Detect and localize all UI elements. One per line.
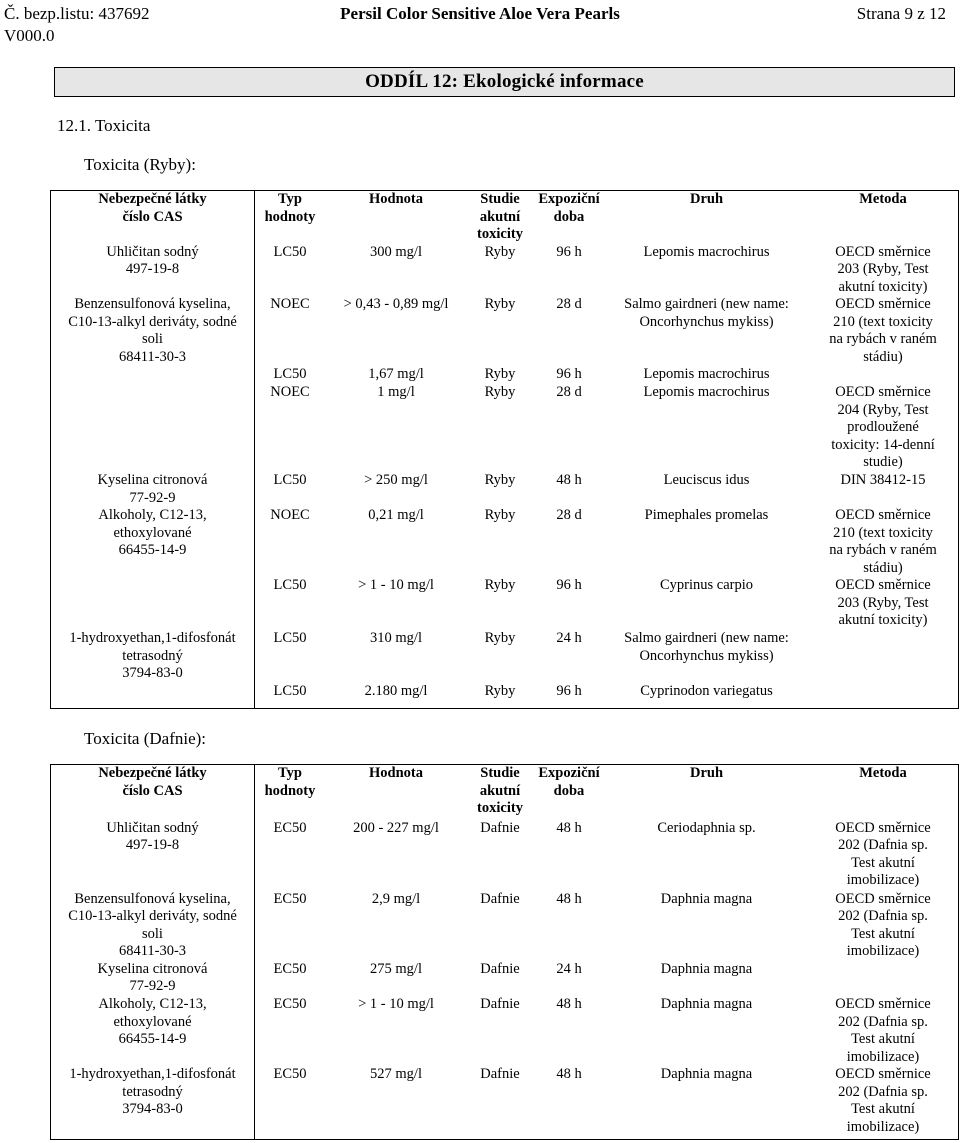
substance-cell <box>51 683 255 709</box>
header-type: Typ hodnoty <box>264 765 316 799</box>
species-cell: Daphnia magna <box>660 890 753 907</box>
type-cell: LC50 <box>273 682 307 699</box>
version: V000.0 <box>4 26 55 45</box>
header-species: Druh <box>689 191 724 207</box>
table-row <box>51 996 959 1066</box>
section-heading-box <box>54 67 955 97</box>
type-cell: NOEC <box>270 296 310 312</box>
type-cell: EC50 <box>273 996 307 1013</box>
exposure-cell: 96 h <box>556 243 582 260</box>
substance-cell <box>51 384 255 472</box>
header-type: Typ hodnoty <box>264 191 316 225</box>
table-row <box>51 1066 959 1139</box>
fish-toxicity-table <box>50 190 959 709</box>
substance-cell: Benzensulfonová kyselina, C10-13-alkyl deriváty, sodné soli 68411-30-3 <box>51 891 255 961</box>
study-cell: Dafnie <box>480 890 520 907</box>
species-cell: Salmo gairdneri (new name: Oncorhynchus mykiss) <box>624 630 789 664</box>
section-title: ODDÍL 12: Ekologické informace <box>365 71 644 92</box>
sheet-number: Č. bezp.listu: 437692 <box>4 4 150 23</box>
species-cell: Salmo gairdneri (new name: Oncorhynchus mykiss) <box>624 296 789 330</box>
method-cell: OECD směrnice 204 (Ryby, Test prodloužené toxicity: 14-denní studie) <box>831 384 935 470</box>
species-cell: Daphnia magna <box>660 1066 753 1083</box>
species-cell: Lepomis macrochirus <box>643 243 770 260</box>
value-cell: 527 mg/l <box>370 1066 422 1083</box>
species-cell: Lepomis macrochirus <box>643 366 770 382</box>
species-cell: Cyprinodon variegatus <box>640 682 773 699</box>
study-cell: Ryby <box>484 577 516 593</box>
method-cell: OECD směrnice 210 (text toxicity na rybách v raném stádiu) <box>829 507 937 576</box>
method-cell: OECD směrnice 203 (Ryby, Test akutní toxicity) <box>835 243 931 295</box>
species-cell: Daphnia magna <box>660 960 753 977</box>
value-cell: 2,9 mg/l <box>371 890 421 907</box>
method-cell: OECD směrnice 202 (Dafnia sp. Test akutní imobilizace) <box>835 1066 931 1135</box>
type-cell: LC50 <box>273 630 307 646</box>
study-cell: Ryby <box>484 630 516 646</box>
substance-cell: Alkoholy, C12-13, ethoxylované 66455-14-9 <box>51 507 255 577</box>
method-cell <box>808 630 959 683</box>
exposure-cell: 24 h <box>556 960 582 977</box>
value-cell: > 1 - 10 mg/l <box>358 996 434 1013</box>
table-row <box>51 683 959 709</box>
substance-cell: 1-hydroxyethan,1-difosfonát tetrasodný 3794-83-0 <box>51 630 255 683</box>
value-cell: > 0,43 - 0,89 mg/l <box>343 296 449 312</box>
type-cell: EC50 <box>273 819 307 836</box>
exposure-cell: 48 h <box>556 819 582 836</box>
value-cell: 275 mg/l <box>370 960 422 977</box>
study-cell: Ryby <box>484 366 516 382</box>
header-species: Druh <box>689 765 724 781</box>
daphnia-toxicity-table <box>50 764 959 1140</box>
header-method: Metoda <box>859 765 907 781</box>
exposure-cell: 48 h <box>556 890 582 907</box>
type-cell: LC50 <box>273 577 307 593</box>
table-row <box>51 244 959 297</box>
value-cell: 310 mg/l <box>370 630 422 646</box>
study-cell: Dafnie <box>480 1066 520 1083</box>
exposure-cell: 28 d <box>556 507 582 523</box>
study-cell: Ryby <box>484 384 516 400</box>
substance-cell: Kyselina citronová 77-92-9 <box>51 472 255 507</box>
value-cell: 2.180 mg/l <box>364 682 428 699</box>
fish-toxicity-title: Toxicita (Ryby): <box>84 155 196 174</box>
table-row <box>51 296 959 366</box>
method-cell: OECD směrnice 203 (Ryby, Test akutní toxicity) <box>835 577 931 628</box>
table-row <box>51 507 959 577</box>
study-cell: Ryby <box>484 507 516 523</box>
type-cell: NOEC <box>270 507 310 523</box>
substance-cell: Uhličitan sodný 497-19-8 <box>51 820 255 891</box>
exposure-cell: 96 h <box>556 366 582 382</box>
value-cell: 300 mg/l <box>370 243 422 260</box>
type-cell: EC50 <box>273 1066 307 1083</box>
value-cell: > 250 mg/l <box>364 472 428 488</box>
study-cell: Ryby <box>484 472 516 488</box>
substance-cell: Alkoholy, C12-13, ethoxylované 66455-14-9 <box>51 996 255 1066</box>
species-cell: Lepomis macrochirus <box>643 384 770 400</box>
study-cell: Dafnie <box>480 996 520 1013</box>
value-cell: 200 - 227 mg/l <box>353 819 439 836</box>
value-cell: 1,67 mg/l <box>368 366 424 382</box>
study-cell: Ryby <box>484 243 516 260</box>
study-cell: Ryby <box>484 296 516 312</box>
substance-cell: Kyselina citronová 77-92-9 <box>51 961 255 996</box>
header-method: Metoda <box>859 191 907 207</box>
exposure-cell: 96 h <box>556 682 582 699</box>
exposure-cell: 28 d <box>556 296 582 312</box>
table-row <box>51 384 959 472</box>
page-number: Strana 9 z 12 <box>856 4 946 23</box>
exposure-cell: 48 h <box>556 1066 582 1083</box>
method-cell: OECD směrnice 210 (text toxicity na rybách v raném stádiu) <box>829 296 937 365</box>
species-cell: Pimephales promelas <box>644 507 769 523</box>
header-study: Studie akutní toxicity <box>477 191 523 242</box>
value-cell: 0,21 mg/l <box>368 507 424 523</box>
type-cell: LC50 <box>273 472 307 488</box>
header-value: Hodnota <box>369 191 423 207</box>
header-exposure: Expoziční doba <box>538 191 600 225</box>
substance-cell: Benzensulfonová kyselina, C10-13-alkyl deriváty, sodné soli 68411-30-3 <box>51 296 255 366</box>
value-cell: > 1 - 10 mg/l <box>358 577 434 593</box>
species-cell: Cyprinus carpio <box>659 577 754 593</box>
product-name: Persil Color Sensitive Aloe Vera Pearls <box>340 4 620 23</box>
header-study: Studie akutní toxicity <box>477 765 523 816</box>
type-cell: NOEC <box>270 384 310 400</box>
header-substance: Nebezpečné látky číslo CAS <box>51 765 255 820</box>
exposure-cell: 28 d <box>556 384 582 400</box>
study-cell: Dafnie <box>480 960 520 977</box>
method-cell <box>808 961 959 996</box>
type-cell: LC50 <box>273 366 307 382</box>
table-header-row <box>51 191 959 244</box>
table-row <box>51 820 959 891</box>
study-cell: Dafnie <box>480 819 520 836</box>
method-cell: OECD směrnice 202 (Dafnia sp. Test akutní imobilizace) <box>835 890 931 960</box>
type-cell: EC50 <box>273 890 307 907</box>
table-row <box>51 472 959 507</box>
header-substance: Nebezpečné látky číslo CAS <box>51 191 255 244</box>
table-header-row <box>51 765 959 820</box>
table-row <box>51 630 959 683</box>
value-cell: 1 mg/l <box>377 384 415 400</box>
method-cell: OECD směrnice 202 (Dafnia sp. Test akutní imobilizace) <box>835 819 931 888</box>
method-cell <box>808 683 959 709</box>
method-cell <box>808 366 959 384</box>
exposure-cell: 24 h <box>556 630 582 646</box>
table-row <box>51 577 959 630</box>
exposure-cell: 96 h <box>556 577 582 593</box>
species-cell: Ceriodaphnia sp. <box>657 819 756 836</box>
substance-cell <box>51 366 255 384</box>
daphnia-toxicity-title: Toxicita (Dafnie): <box>84 729 207 748</box>
method-cell: OECD směrnice 202 (Dafnia sp. Test akutní imobilizace) <box>835 996 931 1065</box>
type-cell: LC50 <box>273 243 307 260</box>
substance-cell <box>51 577 255 630</box>
method-cell: DIN 38412-15 <box>840 472 926 488</box>
exposure-cell: 48 h <box>556 996 582 1013</box>
species-cell: Daphnia magna <box>660 996 753 1013</box>
exposure-cell: 48 h <box>556 472 582 488</box>
subsection-title: 12.1. Toxicita <box>57 116 151 135</box>
substance-cell: Uhličitan sodný 497-19-8 <box>51 244 255 297</box>
study-cell: Ryby <box>484 682 516 699</box>
header-exposure: Expoziční doba <box>538 765 600 799</box>
table-row <box>51 366 959 384</box>
substance-cell: 1-hydroxyethan,1-difosfonát tetrasodný 3794-83-0 <box>51 1066 255 1139</box>
type-cell: EC50 <box>273 960 307 977</box>
species-cell: Leuciscus idus <box>663 472 750 488</box>
header-value: Hodnota <box>369 765 423 781</box>
table-row <box>51 961 959 996</box>
table-row <box>51 891 959 961</box>
